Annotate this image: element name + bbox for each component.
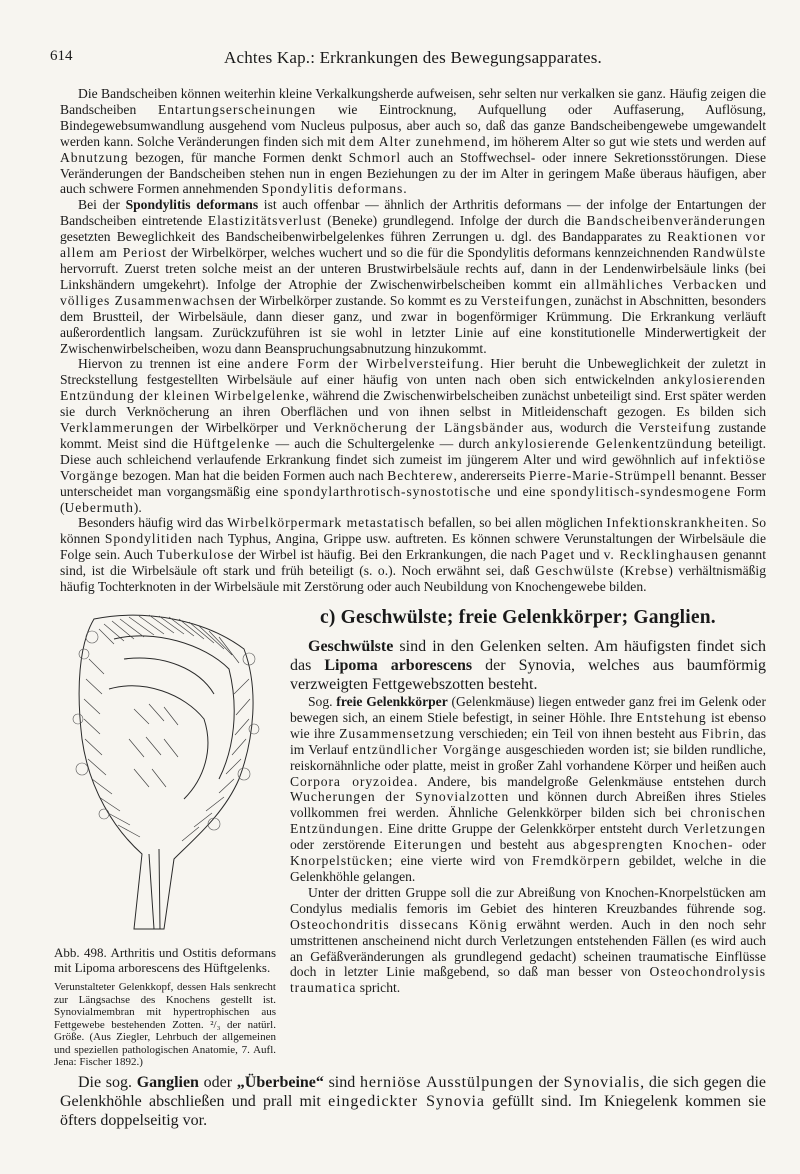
page-number: 614 xyxy=(50,48,73,64)
paragraph-geschwuelste: Geschwülste sind in den Gelenken selten. Am häufigsten findet sich das Lipoma arborescens der Synovia, welches aus baumförmig verzweigten Fettgewebszotten besteht. xyxy=(290,638,767,693)
book-page xyxy=(50,48,767,1130)
paragraph-spondylitis-deformans: Bei der Spondylitis deformans ist auch offenbar — ähnlich der Arthritis deformans — der infolge der Entartungen der Bandscheiben eintretende Elastizitätsverlust (Beneke) grundlegend. Infolge der durch die Bandscheibenveränderungen gesetzten Beweglichkeit des Bandscheibenwirbelgelenkes führen Zerrungen u. dgl. des Bandapparates zu Reaktionen vor allem am Periost der Wirbelkörper, welches wuchert und so die für die Spondylitis deformans kennzeichnenden Randwülste hervorruft. Zuerst treten solche meist an der unteren Brustwirbelsäule rechts auf, dann in der Lendenwirbelsäule links (bei Linkshändern umgekehrt). Infolge der Atrophie der Zwischenwirbelscheiben kommt ein allmähliches Verbacken und völliges Zusammenwachsen der Wirbelkörper zustande. So kommt es zu Versteifungen, zunächst in Abschnitten, besonders dem Brustteil, der Wirbelsäule, dann dieser ganz, und zwar in bogenförmiger Krümmung. Die Erkrankung verläuft außerordentlich langsam. Zurückzuführen ist sie wohl in letzter Linie auf eine konstitutionelle Minderwertigkeit der Zwischenwirbelscheiben, wozu dann Beanspruchungsabnutzung hinzukommt. xyxy=(60,197,767,356)
paragraph-osteochondritis: Unter der dritten Gruppe soll die zur Abreißung von Knochen-Knorpelstücken am Condylus medialis femoris im Gebiet des hinteren Kreuzbandes führende sog. Osteochondritis dissecans König erwähnt werden. Auch in den noch sehr umstrittenen anscheinend nicht durch Verletzungen entstehenden Fällen (es wird auch an Gefäßveränderungen als grundlegend gedacht) scheinen traumatische Einflüsse doch in letzter Linie maßgebend, so daß man besser von Osteochondrolysis traumatica spricht. xyxy=(290,884,766,996)
paragraph-ganglien: Die sog. Ganglien oder „Überbeine“ sind herniöse Ausstülpungen der Synovialis, die sich gegen die Gelenkhöhle abschließen und prall mit eingedickter Synovia gefüllt sind. Im Kniegelenk kommen sie öfters doppelseitig vor. xyxy=(60,1073,767,1129)
hip-joint-illustration xyxy=(54,599,276,937)
paragraph-wirbelversteifung: Hiervon zu trennen ist eine andere Form der Wirbelversteifung. Hier beruht die Unbeweglichkeit der zuletzt in Streckstellung festgestellten Wirbelsäule auf einer häufig von unten nach oben sich entwickelnden ankylosierenden Entzündung der kleinen Wirbelgelenke, während die Zwischenwirbelscheiben zunächst unbeteiligt sind. Erst später werden sie durch Verknöcherung an ihren Oberflächen und von ihnen selbst in Mitleidenschaft gezogen. Es bilden sich Verklammerungen der Wirbelkörper und Verknöcherung der Längsbänder aus, wodurch die Versteifung zustande kommt. Meist sind die Hüftgelenke — auch die Schultergelenke — durch ankylosierende Gelenkentzündung beteiligt. Diese auch schleichend verlaufende Erkrankung findet sich zumeist im jüngerem Alter und wird gewöhnlich auf infektiöse Vorgänge bezogen. Man hat die beiden Formen auch nach Bechterew, andererseits Pierre-Marie-Strümpell benannt. Besser unterscheidet man vorgangsmäßig eine spondylarthrotisch-synostotische und eine spondylitisch-syndesmogene Form (Uebermuth). xyxy=(60,356,767,515)
running-head: Achtes Kap.: Erkrankungen des Bewegungsapparates. xyxy=(223,48,602,67)
figure-caption: Abb. 498. Arthritis und Ostitis deformans mit Lipoma arborescens des Hüftgelenks. xyxy=(54,945,276,975)
page-header xyxy=(50,48,766,70)
paragraph-gelenkkoerper: Sog. freie Gelenkkörper (Gelenkmäuse) liegen entweder ganz frei im Gelenk oder bewegen sich, an einem Stiele befestigt, in seiner Höhle. Ihre Entstehung ist ebenso wie ihre Zusammensetzung verschieden; ein Teil von ihnen besteht aus Fibrin, das im Verlauf entzündlicher Vorgänge ausgeschieden worden ist; sie bilden rundliche, reiskornähnliche oder platte, meist in großer Zahl vorhandene Körper und heißen auch Corpora oryzoidea. Andere, bis mandelgroße Gelenkmäuse entstehen durch Wucherungen der Synovialzotten und können durch Abreißen ihres Stieles vollkommen frei werden. Ähnliche Gelenkkörper bilden sich bei chronischen Entzündungen. Eine dritte Gruppe der Gelenkkörper entsteht durch Verletzungen oder zerstörende Eiterungen und besteht aus abgesprengten Knochen- oder Knorpelstücken; eine vierte wird von Fremdkörpern gebildet, welche in die Gelenkhöhle gelangen. xyxy=(290,694,766,884)
figure-note: Verunstalteter Gelenkkopf, dessen Hals senkrecht zur Längsachse des Knochens gestellt ist. Synovialmembran mit hypertrophischen aus Fettgewebe bestehenden Zotten. ²/₃ der natürl. Größe. (Aus Ziegler, Lehrbuch der allgemeinen und speziellen pathologischen Anatomie, 7. Aufl. Jena: Fischer 1892.) xyxy=(54,981,276,1068)
figure-498 xyxy=(54,599,276,1069)
paragraph-bandscheiben: Die Bandscheiben können weiterhin kleine Verkalkungsherde aufweisen, sehr selten nur verkalken sie ganz. Häufig zeigen die Bandscheiben Entartungserscheinungen wie Eintrocknung, Aufquellung oder Auffaserung, Auflösung, Bindegewebsumwandlung ausgehend vom Nucleus pulposus, aber auch so, daß das ganze Bandscheibengewebe umgewandelt werden kann. Solche Veränderungen finden sich mit dem Alter zunehmend, im höherem Alter so gut wie stets und werden auf Abnutzung bezogen, für manche Formen denkt Schmorl auch an Stoffwechsel- oder innere Sekretionsstörungen. Diese Veränderungen der Bandscheiben stehen nun in engen Beziehungen zu der im Alter in geringem Maße überaus häufigen, aber auch schwere Formen annehmenden Spondylitis deformans. xyxy=(60,86,767,197)
paragraph-metastasen: Besonders häufig wird das Wirbelkörpermark metastatisch befallen, so bei allen möglichen Infektionskrankheiten. So können Spondylitiden nach Typhus, Angina, Grippe usw. auftreten. Es können schwere Verunstaltungen der Wirbelsäule die Folge sein. Auch Tuberkulose der Wirbel ist häufig. Bei den Erkrankungen, die nach Paget und v. Recklinghausen genannt sind, ist die Wirbelsäule oft stark und früh beteiligt (s. o.). Noch erwähnt sei, daß Geschwülste (Krebse) verhältnismäßig häufig Tochterknoten in der Wirbelsäule mit Zerstörung oder auch Neubildung von Knochengewebe bilden. xyxy=(60,515,767,595)
section-heading-c: c) Geschwülste; freie Gelenkkörper; Ganglien. xyxy=(320,607,716,628)
